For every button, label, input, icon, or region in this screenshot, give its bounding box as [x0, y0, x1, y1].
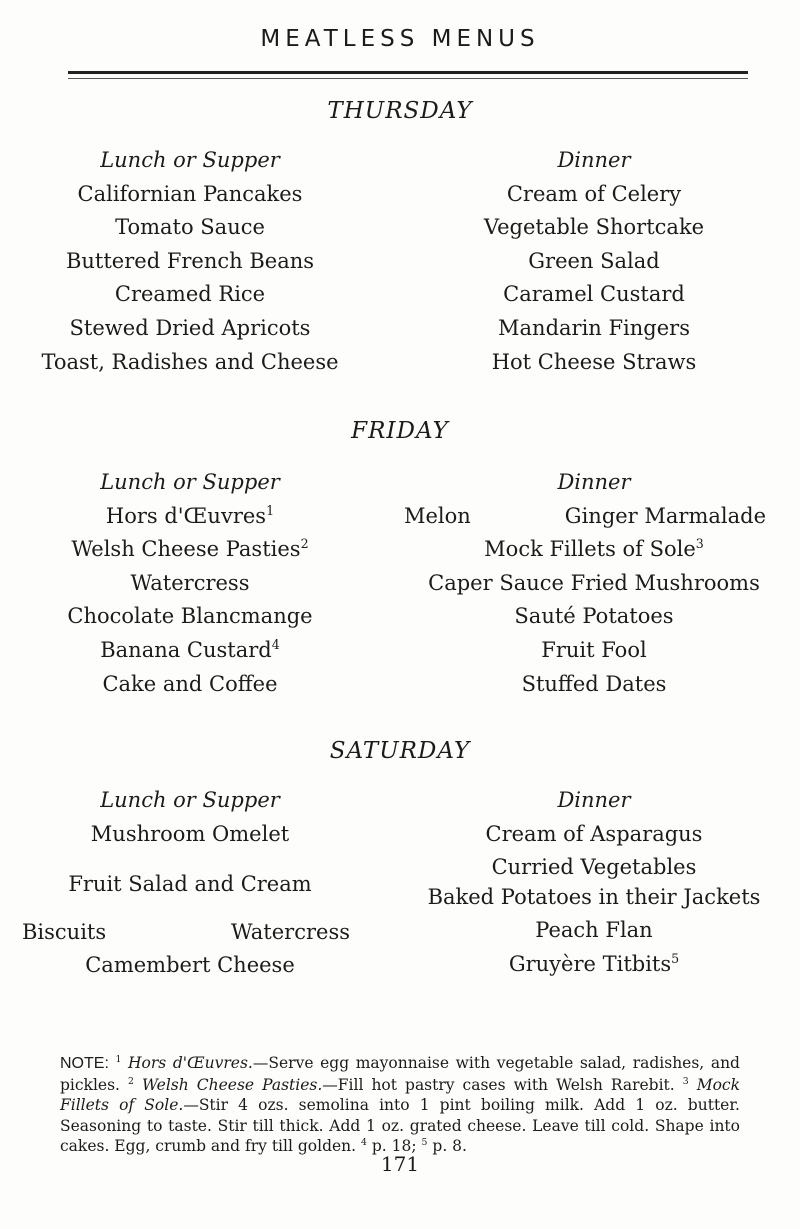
- menu-item: Tomato Sauce: [115, 215, 265, 240]
- note-title: Mock Fillets of Sole.: [60, 1075, 741, 1115]
- menu-item-biscuits: Biscuits: [22, 919, 107, 944]
- footnote-number: 2: [128, 1075, 134, 1087]
- footnote-ref: 3: [695, 536, 704, 552]
- footnote-ref: 2: [300, 536, 309, 552]
- page-number: 171: [380, 1152, 420, 1176]
- note-text: —Stir 4 ozs. semolina into 1 pint boiling milk. Add 1 oz. butter. Seasoning to taste. Stir till thick. Add 1 oz. grated cheese. Leave till cold. Shape into cakes. Egg, crumb and fry till golden.: [60, 1096, 740, 1156]
- header-rule-thick: [68, 71, 748, 74]
- menu-item-watercress: Watercress: [231, 919, 350, 944]
- note-text: —Serve egg mayonnaise with vegetable salad, radishes, and pickles.: [60, 1054, 740, 1094]
- note-title: Hors d'Œuvres.: [128, 1054, 253, 1072]
- menu-item: Fruit Fool: [541, 637, 647, 662]
- friday-dinner-column: [404, 466, 784, 701]
- menu-item: Caramel Custard: [503, 282, 685, 307]
- dinner-heading: Dinner: [557, 788, 631, 812]
- footnote-ref: 4: [271, 636, 280, 652]
- menu-item: Hors d'Œuvres$^1$: [105, 502, 275, 528]
- lunch-heading: Lunch or Supper: [100, 470, 280, 494]
- menu-item: Chocolate Blancmange: [67, 604, 313, 629]
- footnote-ref: 5: [671, 950, 680, 966]
- footnote-block: [60, 1053, 740, 1157]
- lunch-heading: Lunch or Supper: [100, 148, 280, 172]
- menu-item: Camembert Cheese: [85, 953, 295, 978]
- thursday-dinner-column: [414, 144, 774, 379]
- footnote-ref: 1: [266, 502, 275, 518]
- menu-item: Mushroom Omelet: [90, 821, 290, 846]
- day-title-thursday: THURSDAY: [327, 98, 473, 124]
- note-title: Welsh Cheese Pasties.: [141, 1075, 323, 1094]
- menu-item: Baked Potatoes in their Jackets: [427, 885, 761, 910]
- menu-item: Welsh Cheese Pasties$^2$: [71, 536, 309, 562]
- menu-item: Cream of Asparagus: [485, 821, 703, 846]
- dinner-heading: Dinner: [557, 470, 631, 494]
- menu-item-melon: Melon: [404, 503, 471, 528]
- lunch-heading: Lunch or Supper: [100, 788, 280, 812]
- menu-item: Peach Flan: [535, 918, 653, 943]
- menu-item: Cream of Celery: [506, 181, 682, 206]
- saturday-lunch-column: [10, 784, 370, 983]
- menu-item: Vegetable Shortcake: [483, 215, 705, 240]
- menu-item: Californian Pancakes: [77, 181, 303, 206]
- menu-item: Cake and Coffee: [102, 671, 278, 696]
- menu-item: Buttered French Beans: [65, 248, 315, 273]
- menu-item: Banana Custard$^4$: [100, 636, 280, 662]
- menu-item: Curried Vegetables: [491, 855, 697, 880]
- menu-item: Sauté Potatoes: [514, 604, 674, 629]
- menu-item: Toast, Radishes and Cheese: [41, 349, 339, 374]
- day-title-friday: FRIDAY: [351, 418, 449, 444]
- page-header: MEATLESS MENUS: [260, 26, 540, 52]
- note-label: NOTE:: [60, 1055, 109, 1072]
- footnote-number: 1: [115, 1053, 122, 1065]
- menu-item: Fruit Salad and Cream: [68, 872, 312, 897]
- day-title-saturday: SATURDAY: [329, 738, 471, 764]
- menu-item: Watercress: [130, 570, 250, 595]
- menu-item-pair: [404, 500, 784, 534]
- thursday-lunch-column: [10, 144, 370, 379]
- header-rule-thin: [68, 78, 748, 79]
- footnote-number: 5: [421, 1137, 428, 1149]
- footnote-number: 4: [361, 1137, 367, 1149]
- menu-item: Creamed Rice: [114, 282, 266, 307]
- saturday-dinner-column: [404, 784, 784, 981]
- note-text: p. 8.: [432, 1137, 467, 1156]
- menu-item-pair: [10, 916, 370, 950]
- friday-lunch-column: [10, 466, 370, 701]
- note-text: p. 18;: [371, 1137, 417, 1156]
- menu-item: Gruyère Titbits$^5$: [508, 950, 680, 976]
- menu-item: Mock Fillets of Sole$^3$: [484, 536, 704, 562]
- note-text: —Fill hot pastry cases with Welsh Rarebit.: [322, 1075, 675, 1094]
- menu-item: Mandarin Fingers: [498, 315, 690, 340]
- menu-item: Hot Cheese Straws: [491, 349, 697, 374]
- menu-item: Caper Sauce Fried Mushrooms: [428, 570, 760, 595]
- menu-item: Stuffed Dates: [521, 671, 667, 696]
- menu-item-marmalade: Ginger Marmalade: [564, 503, 766, 528]
- menu-item: Green Salad: [528, 248, 660, 273]
- dinner-heading: Dinner: [557, 148, 631, 172]
- footnote-number: 3: [682, 1075, 689, 1087]
- menu-item: Stewed Dried Apricots: [69, 315, 311, 340]
